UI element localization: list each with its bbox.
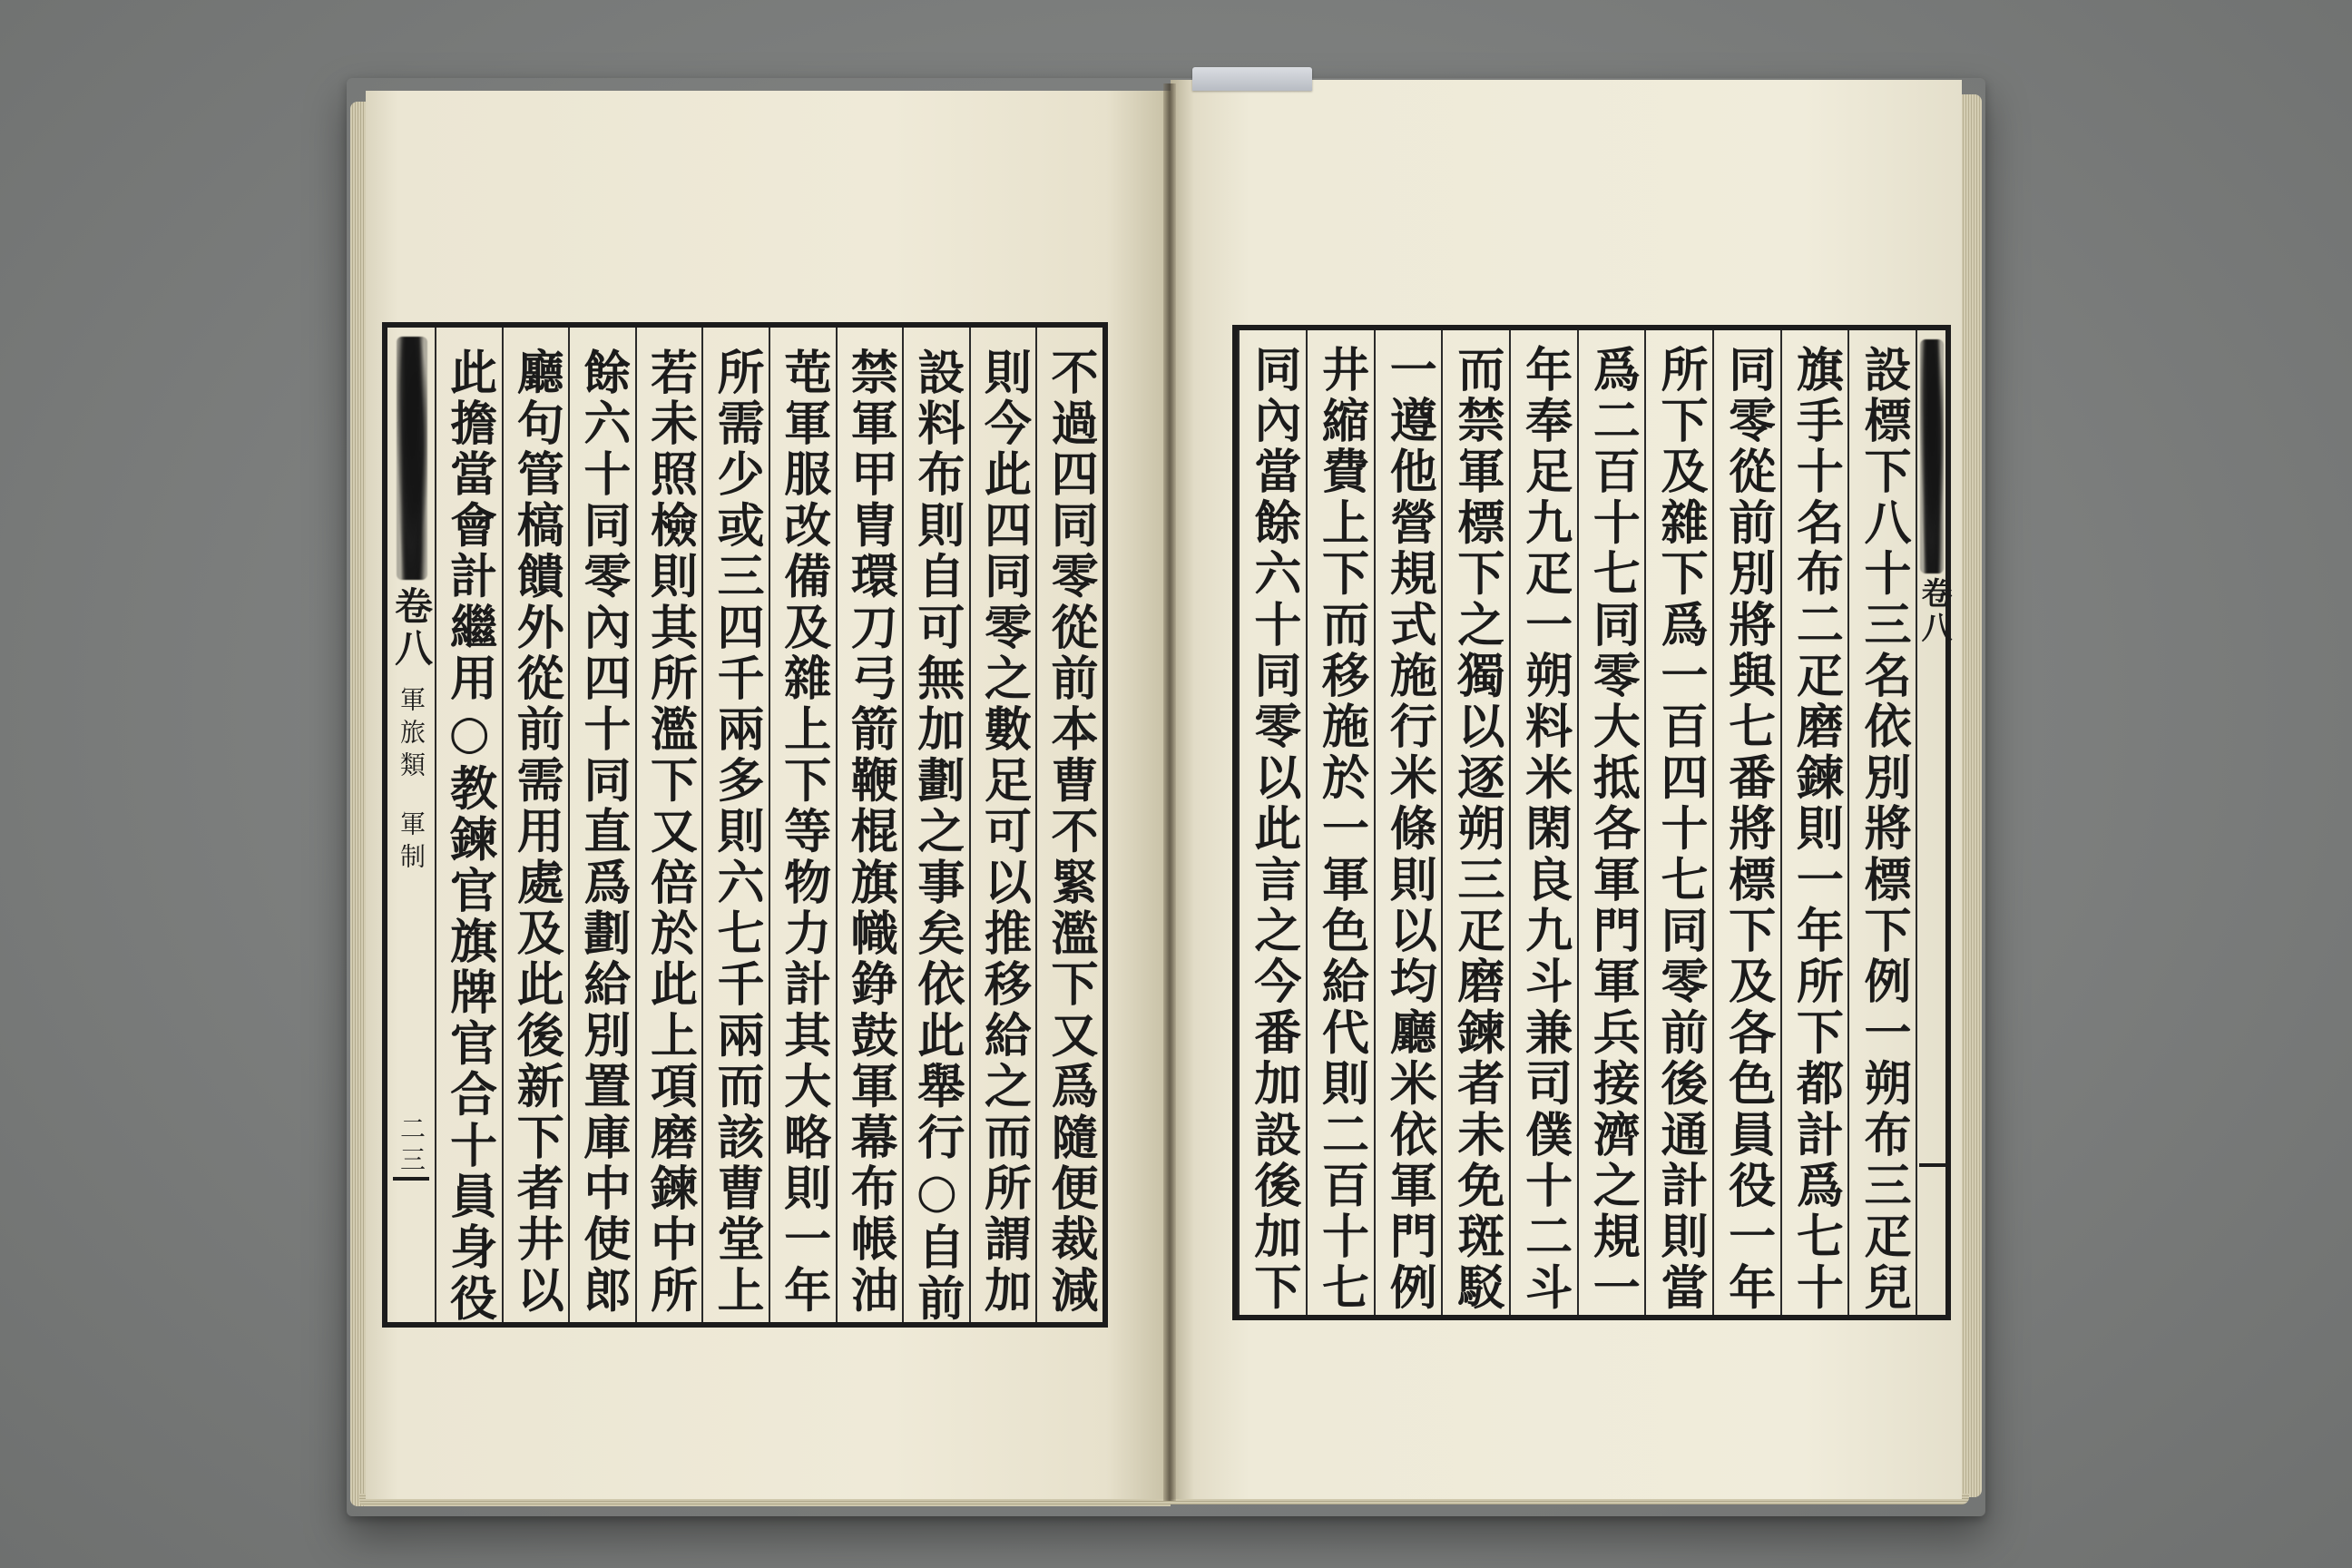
book-cover-tab: [1192, 67, 1312, 91]
text-column: 禁軍甲胄環刀弓箭鞭棍旗幟錚鼓軍幕布帳油: [836, 328, 903, 1322]
margin-title-smudge: [397, 337, 427, 580]
text-column: 同零從前別將與七番將標下及各色員役一年: [1712, 330, 1780, 1315]
margin-mark: [1919, 1163, 1945, 1167]
text-column: 廳句管槁饋外從前需用處及此後新下者井以: [502, 328, 569, 1322]
text-column: 井縮費上下而移施於一軍色給代則二百十七: [1306, 330, 1374, 1315]
margin-mark: [393, 1177, 429, 1181]
text-column: 同內當餘六十同零以此言之今番加設後加下: [1238, 330, 1306, 1315]
text-column: 而禁軍標下之獨以逐朔三疋磨鍊者未免斑駁: [1441, 330, 1509, 1315]
left-page-margin-column: [387, 328, 435, 1322]
text-column: 若未照檢則其所濫下又倍於此上項磨鍊中所: [635, 328, 702, 1322]
text-column: 所需少或三四千兩多則六七千兩而該曹堂上: [701, 328, 769, 1322]
text-column: 則今此四同零之數足可以推移給之而所謂加: [969, 328, 1036, 1322]
page-number: 二三: [397, 1115, 426, 1177]
volume-label: 卷八: [389, 586, 434, 670]
margin-title-smudge: [1920, 339, 1944, 573]
text-column: 所下及雜下爲一百四十七同零前後通計則當: [1644, 330, 1712, 1315]
text-column: 設標下八十三名依別將標下例一朔布三疋兒: [1847, 330, 1916, 1315]
left-page: [366, 91, 1171, 1499]
right-page: [1171, 80, 1962, 1499]
category-label: 軍旅類: [397, 686, 426, 784]
book-spine-gutter: [1163, 83, 1176, 1501]
text-column: 餘六十同零內四十同直爲劃給別置庫中使郎: [568, 328, 635, 1322]
text-column: 年奉足九疋一朔料米閑良九斗兼司僕十二斗: [1509, 330, 1577, 1315]
text-column: 設料布則自可無加劃之事矣依此舉行○自前: [902, 328, 969, 1322]
text-column: 芚軍服改備及雜上下等物力計其大略則一年: [769, 328, 836, 1322]
volume-label: 卷八: [1916, 577, 1952, 646]
left-text-columns: [435, 328, 1102, 1325]
right-text-frame: [1232, 325, 1951, 1320]
text-column: 旗手十名布二疋磨鍊則一年所下都計爲七十: [1780, 330, 1848, 1315]
left-text-frame: [382, 322, 1108, 1328]
text-column: 不過四同零從前本曹不緊濫下又爲隨便裁減: [1035, 328, 1102, 1322]
text-column: 一遵他營規式施行米條則以均廳米依軍門例: [1374, 330, 1442, 1315]
section-label: 軍制: [397, 810, 426, 876]
text-column: 爲二百十七同零大抵各軍門軍兵接濟之規一: [1577, 330, 1645, 1315]
right-page-margin-column: [1916, 330, 1952, 1315]
right-text-columns: [1238, 330, 1916, 1315]
right-page-edges: [1960, 94, 1982, 1497]
text-column: 此擔當會計繼用○教鍊官旗牌官合十員身役: [435, 328, 502, 1322]
